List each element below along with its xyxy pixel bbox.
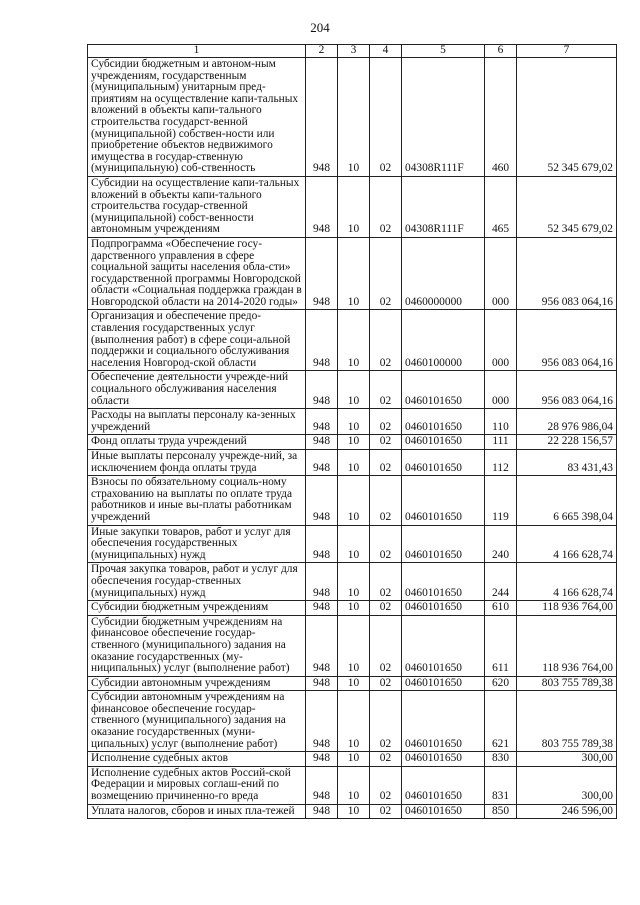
target-article-cell: 0460101650 (402, 371, 485, 409)
amount-cell: 52 345 679,02 (517, 58, 617, 177)
row-name-cell: Организация и обеспечение предо-ставления государственных услуг (выполнения работ) в сфере соци-альной поддержки и социального обслуживания населения Новгород-ской области (88, 310, 306, 371)
row-name-cell: Взносы по обязательному социаль-ному страхованию на выплаты по оплате труда работников и иные вы-платы работникам учреждений (88, 476, 306, 525)
subsection-code-cell: 02 (370, 476, 402, 525)
ministry-code-cell: 948 (306, 237, 338, 310)
target-article-cell: 0460100000 (402, 310, 485, 371)
subsection-code-cell: 02 (370, 804, 402, 819)
amount-cell: 52 345 679,02 (517, 176, 617, 237)
row-name-cell: Иные закупки товаров, работ и услуг для обеспечения государственных (муниципальных) нужд (88, 525, 306, 563)
section-code-cell: 10 (338, 615, 370, 676)
subsection-code-cell: 02 (370, 176, 402, 237)
target-article-cell: 0460101650 (402, 435, 485, 450)
target-article-cell: 0460101650 (402, 691, 485, 752)
budget-table (87, 44, 617, 819)
ministry-code-cell: 948 (306, 450, 338, 476)
table-row (88, 435, 617, 450)
row-name-cell: Субсидии на осуществление капи-тальных вложений в объекты капи-тального строительства государ-ственной (муниципальной) собст-венности автономным учреждениям (88, 176, 306, 237)
row-name-cell: Прочая закупка товаров, работ и услуг для обеспечения государ-ственных (муниципальных) нужд (88, 563, 306, 601)
section-code-cell: 10 (338, 601, 370, 616)
amount-cell: 956 083 064,16 (517, 310, 617, 371)
row-name-cell: Обеспечение деятельности учрежде-ний социального обслуживания населения области (88, 371, 306, 409)
ministry-code-cell: 948 (306, 563, 338, 601)
page-number: 204 (310, 20, 330, 35)
amount-cell: 22 228 156,57 (517, 435, 617, 450)
section-code-cell: 10 (338, 691, 370, 752)
table-row (88, 450, 617, 476)
target-article-cell: 0460101650 (402, 766, 485, 804)
row-name-cell: Субсидии бюджетным учреждениям (88, 601, 306, 616)
section-code-cell: 10 (338, 563, 370, 601)
target-article-cell: 0460101650 (402, 450, 485, 476)
expense-type-cell: 850 (485, 804, 517, 819)
amount-cell: 300,00 (517, 752, 617, 767)
table-row (88, 409, 617, 435)
table-row (88, 563, 617, 601)
subsection-code-cell: 02 (370, 676, 402, 691)
table-row (88, 58, 617, 177)
expense-type-cell: 000 (485, 371, 517, 409)
ministry-code-cell: 948 (306, 176, 338, 237)
row-name-cell: Подпрограмма «Обеспечение госу-дарственного управления в сфере социальной защиты населения обла-сти» государственной программы Новгородской области «Социальная поддержка граждан в Новгородской области на 2014-2020 годы» (88, 237, 306, 310)
expense-type-cell: 110 (485, 409, 517, 435)
subsection-code-cell: 02 (370, 409, 402, 435)
target-article-cell: 04308R111F (402, 176, 485, 237)
row-name-cell: Исполнение судебных актов (88, 752, 306, 767)
ministry-code-cell: 948 (306, 310, 338, 371)
row-name-cell: Субсидии бюджетным и автоном-ным учреждениям, государственным (муниципальным) унитарным пред-приятиям на осуществление капи-тальных вложений в объекты капи-тального строительства государст-венной (муниципальной) собствен-ности или приобретение объектов недвижимого имущества в государ-ственную (муниципальную) соб-ственность (88, 58, 306, 177)
section-code-cell: 10 (338, 310, 370, 371)
column-header: 6 (485, 45, 517, 58)
table-row (88, 804, 617, 819)
row-name-cell: Субсидии бюджетным учреждениям на финансовое обеспечение государ-ственного (муниципального) задания на оказание государственных (му-ниципальных) услуг (выполнение работ) (88, 615, 306, 676)
row-name-cell: Уплата налогов, сборов и иных пла-тежей (88, 804, 306, 819)
subsection-code-cell: 02 (370, 615, 402, 676)
expense-type-cell: 831 (485, 766, 517, 804)
section-code-cell: 10 (338, 58, 370, 177)
target-article-cell: 0460101650 (402, 615, 485, 676)
subsection-code-cell: 02 (370, 310, 402, 371)
amount-cell: 956 083 064,16 (517, 237, 617, 310)
column-header: 7 (517, 45, 617, 58)
subsection-code-cell: 02 (370, 450, 402, 476)
expense-type-cell: 111 (485, 435, 517, 450)
expense-type-cell: 465 (485, 176, 517, 237)
subsection-code-cell: 02 (370, 691, 402, 752)
expense-type-cell: 610 (485, 601, 517, 616)
expense-type-cell: 460 (485, 58, 517, 177)
amount-cell: 6 665 398,04 (517, 476, 617, 525)
column-header: 5 (402, 45, 485, 58)
target-article-cell: 0460101650 (402, 601, 485, 616)
table-row (88, 615, 617, 676)
target-article-cell: 0460000000 (402, 237, 485, 310)
target-article-cell: 0460101650 (402, 563, 485, 601)
row-name-cell: Расходы на выплаты персоналу ка-зенных учреждений (88, 409, 306, 435)
expense-type-cell: 620 (485, 676, 517, 691)
expense-type-cell: 000 (485, 237, 517, 310)
ministry-code-cell: 948 (306, 615, 338, 676)
ministry-code-cell: 948 (306, 766, 338, 804)
section-code-cell: 10 (338, 176, 370, 237)
subsection-code-cell: 02 (370, 752, 402, 767)
section-code-cell: 10 (338, 752, 370, 767)
table-row (88, 476, 617, 525)
table-row (88, 310, 617, 371)
table-row (88, 525, 617, 563)
amount-cell: 246 596,00 (517, 804, 617, 819)
column-header: 3 (338, 45, 370, 58)
section-code-cell: 10 (338, 476, 370, 525)
row-name-cell: Субсидии автономным учреждениям (88, 676, 306, 691)
table-row (88, 676, 617, 691)
ministry-code-cell: 948 (306, 525, 338, 563)
expense-type-cell: 830 (485, 752, 517, 767)
table-row (88, 371, 617, 409)
expense-type-cell: 119 (485, 476, 517, 525)
amount-cell: 28 976 986,04 (517, 409, 617, 435)
amount-cell: 118 936 764,00 (517, 615, 617, 676)
target-article-cell: 04308R111F (402, 58, 485, 177)
amount-cell: 4 166 628,74 (517, 563, 617, 601)
table-row (88, 766, 617, 804)
expense-type-cell: 611 (485, 615, 517, 676)
table-row (88, 176, 617, 237)
ministry-code-cell: 948 (306, 435, 338, 450)
table-row (88, 601, 617, 616)
amount-cell: 118 936 764,00 (517, 601, 617, 616)
subsection-code-cell: 02 (370, 525, 402, 563)
expense-type-cell: 244 (485, 563, 517, 601)
ministry-code-cell: 948 (306, 476, 338, 525)
ministry-code-cell: 948 (306, 676, 338, 691)
column-header: 1 (88, 45, 306, 58)
section-code-cell: 10 (338, 766, 370, 804)
ministry-code-cell: 948 (306, 409, 338, 435)
ministry-code-cell: 948 (306, 58, 338, 177)
column-header: 4 (370, 45, 402, 58)
subsection-code-cell: 02 (370, 766, 402, 804)
ministry-code-cell: 948 (306, 371, 338, 409)
expense-type-cell: 112 (485, 450, 517, 476)
row-name-cell: Фонд оплаты труда учреждений (88, 435, 306, 450)
row-name-cell: Исполнение судебных актов Россий-ской Федерации и мировых соглаш-ений по возмещению причиненно-го вреда (88, 766, 306, 804)
ministry-code-cell: 948 (306, 691, 338, 752)
target-article-cell: 0460101650 (402, 409, 485, 435)
table-row (88, 752, 617, 767)
section-code-cell: 10 (338, 676, 370, 691)
amount-cell: 300,00 (517, 766, 617, 804)
column-header: 2 (306, 45, 338, 58)
expense-type-cell: 000 (485, 310, 517, 371)
subsection-code-cell: 02 (370, 563, 402, 601)
amount-cell: 803 755 789,38 (517, 691, 617, 752)
section-code-cell: 10 (338, 371, 370, 409)
ministry-code-cell: 948 (306, 752, 338, 767)
subsection-code-cell: 02 (370, 371, 402, 409)
subsection-code-cell: 02 (370, 237, 402, 310)
ministry-code-cell: 948 (306, 804, 338, 819)
ministry-code-cell: 948 (306, 601, 338, 616)
amount-cell: 4 166 628,74 (517, 525, 617, 563)
table-row (88, 691, 617, 752)
section-code-cell: 10 (338, 435, 370, 450)
target-article-cell: 0460101650 (402, 752, 485, 767)
header-row (88, 45, 617, 58)
table-row (88, 237, 617, 310)
section-code-cell: 10 (338, 409, 370, 435)
section-code-cell: 10 (338, 237, 370, 310)
row-name-cell: Иные выплаты персоналу учрежде-ний, за исключением фонда оплаты труда (88, 450, 306, 476)
amount-cell: 803 755 789,38 (517, 676, 617, 691)
row-name-cell: Субсидии автономным учреждениям на финансовое обеспечение государ-ственного (муниципального) задания на оказание государственных (муни-ципальных) услуг (выполнение работ) (88, 691, 306, 752)
subsection-code-cell: 02 (370, 58, 402, 177)
target-article-cell: 0460101650 (402, 804, 485, 819)
subsection-code-cell: 02 (370, 435, 402, 450)
target-article-cell: 0460101650 (402, 476, 485, 525)
section-code-cell: 10 (338, 525, 370, 563)
target-article-cell: 0460101650 (402, 525, 485, 563)
amount-cell: 83 431,43 (517, 450, 617, 476)
subsection-code-cell: 02 (370, 601, 402, 616)
section-code-cell: 10 (338, 450, 370, 476)
section-code-cell: 10 (338, 804, 370, 819)
expense-type-cell: 240 (485, 525, 517, 563)
amount-cell: 956 083 064,16 (517, 371, 617, 409)
target-article-cell: 0460101650 (402, 676, 485, 691)
expense-type-cell: 621 (485, 691, 517, 752)
